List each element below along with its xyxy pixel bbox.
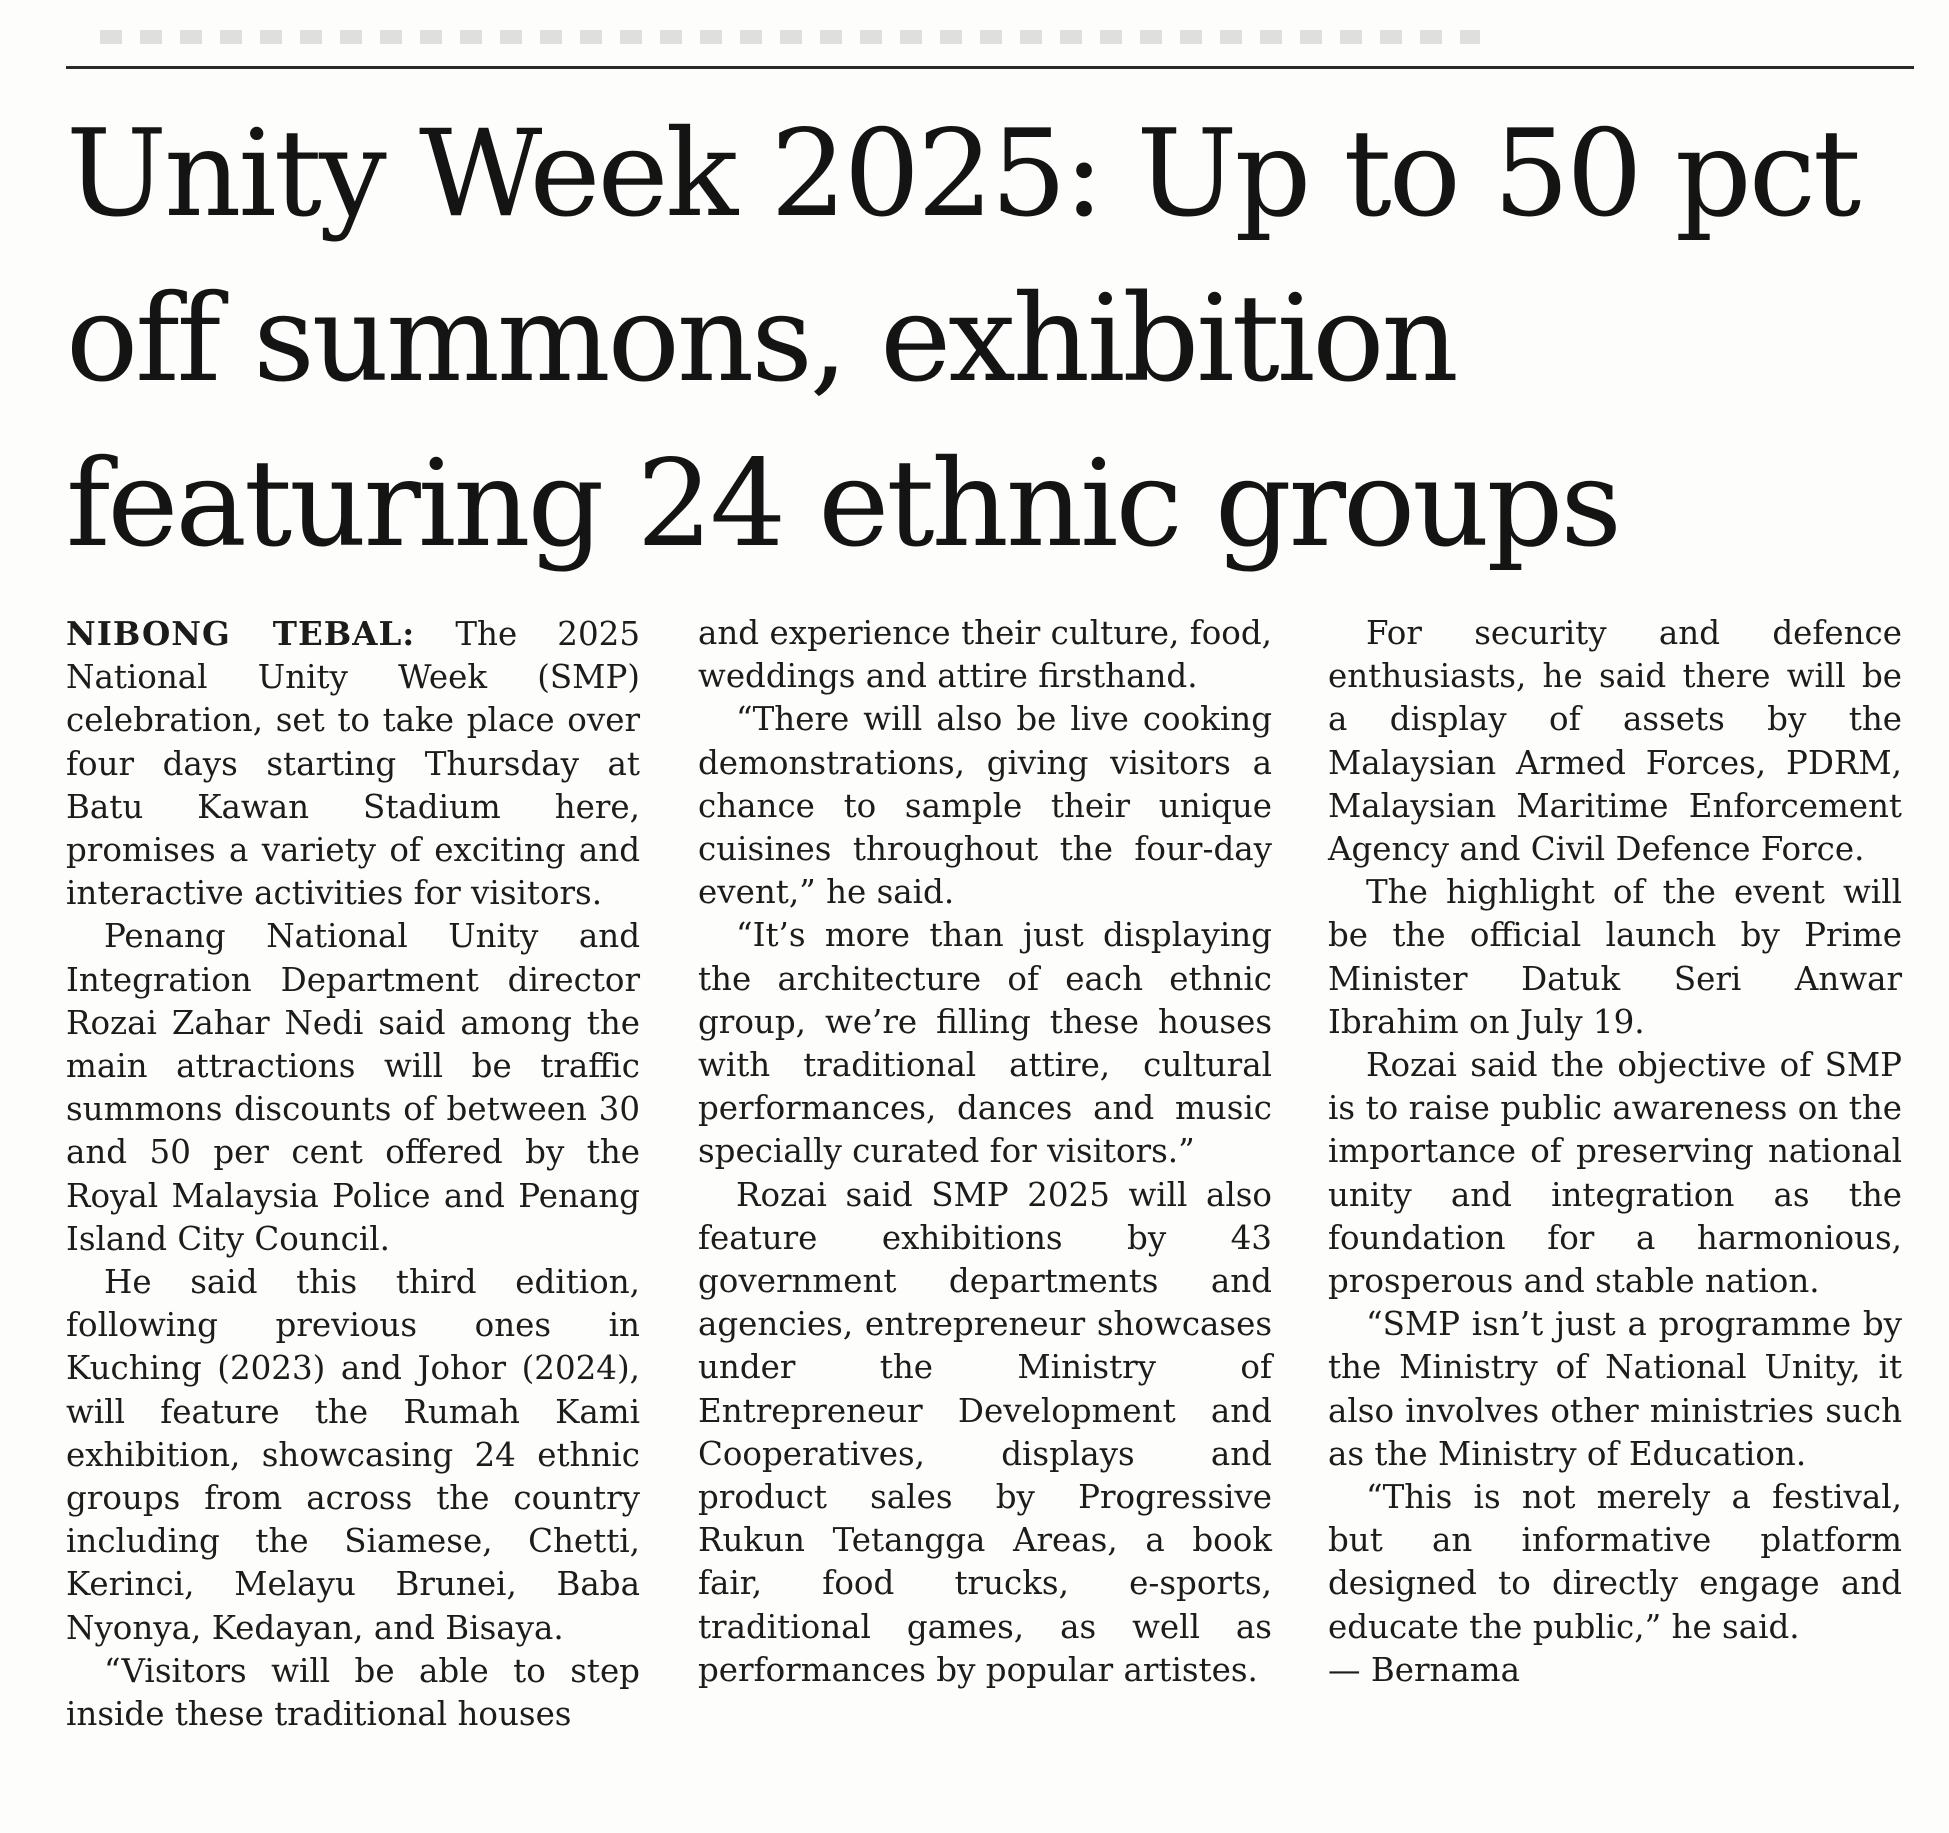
article-headline bbox=[66, 92, 1926, 587]
article-paragraph: “This is not merely a festival, but an informative platform designed to directly engage and educate the public,” he said. bbox=[1328, 1478, 1902, 1646]
cropped-previous-line bbox=[100, 30, 1480, 44]
article-paragraph: “It’s more than just displaying the architecture of each ethnic group, we’re filling these houses with traditional attire, cultural performances, dances and music specially curated for visitors.” bbox=[698, 916, 1272, 1171]
dateline: NIBONG TEBAL: bbox=[66, 614, 416, 653]
article-paragraph: Penang National Unity and Integration Department director Rozai Zahar Nedi said among the main attractions will be traffic summons discounts of between 30 and 50 per cent offered by the Royal Malaysia Police and Penang Island City Council. bbox=[66, 917, 640, 1258]
article-paragraph: “There will also be live cooking demonstrations, giving visitors a chance to sample their unique cuisines throughout the four-day event,” he said. bbox=[698, 700, 1272, 912]
article-paragraph: “SMP isn’t just a programme by the Ministry of National Unity, it also involves other ministries such as the Ministry of Education. bbox=[1328, 1305, 1902, 1473]
article-paragraph bbox=[66, 612, 640, 915]
article-column-3 bbox=[1328, 612, 1902, 1692]
headline-line: featuring 24 ethnic groups bbox=[66, 435, 1619, 574]
article-body bbox=[66, 612, 1906, 1792]
headline-line: off summons, exhibition bbox=[66, 270, 1456, 409]
article-paragraph: Rozai said SMP 2025 will also feature exhibitions by 43 government departments and agencies, entrepreneur showcases under the Ministry of Entrepreneur Development and Cooperatives, displays and product sales by Progressive Rukun Tetangga Areas, a book fair, food trucks, e-sports, traditional games, as well as performances by popular artistes. bbox=[698, 1175, 1272, 1689]
article-paragraph: “Visitors will be able to step inside these traditional houses bbox=[66, 1651, 640, 1734]
byline: — Bernama bbox=[1328, 1650, 1520, 1689]
article-column-2 bbox=[698, 612, 1272, 1692]
article-paragraph: and experience their culture, food, weddings and attire firsthand. bbox=[698, 614, 1272, 696]
article-column-1 bbox=[66, 612, 640, 1736]
article-paragraph: The highlight of the event will be the official launch by Prime Minister Datuk Seri Anwar Ibrahim on July 19. bbox=[1328, 873, 1902, 1041]
article-paragraph: Rozai said the objective of SMP is to raise public awareness on the importance of preserving national unity and integration as the foundation for a harmonious, prosperous and stable nation. bbox=[1328, 1046, 1902, 1301]
paragraph-text: The 2025 National Unity Week (SMP) celebration, set to take place over four days starting Thursday at Batu Kawan Stadium here, promises a variety of exciting and interactive activities for visitors. bbox=[66, 615, 640, 913]
article-paragraph: He said this third edition, following previous ones in Kuching (2023) and Johor (2024), will feature the Rumah Kami exhibition, showcasing 24 ethnic groups from across the country including the Siamese, Chetti, Kerinci, Melayu Brunei, Baba Nyonya, Kedayan, and Bisaya. bbox=[66, 1263, 640, 1647]
headline-line: Unity Week 2025: Up to 50 pct bbox=[66, 105, 1859, 244]
article-paragraph: For security and defence enthusiasts, he said there will be a display of assets by the Malaysian Armed Forces, PDRM, Malaysian Maritime Enforcement Agency and Civil Defence Force. bbox=[1328, 614, 1902, 869]
top-divider-rule bbox=[66, 66, 1914, 69]
